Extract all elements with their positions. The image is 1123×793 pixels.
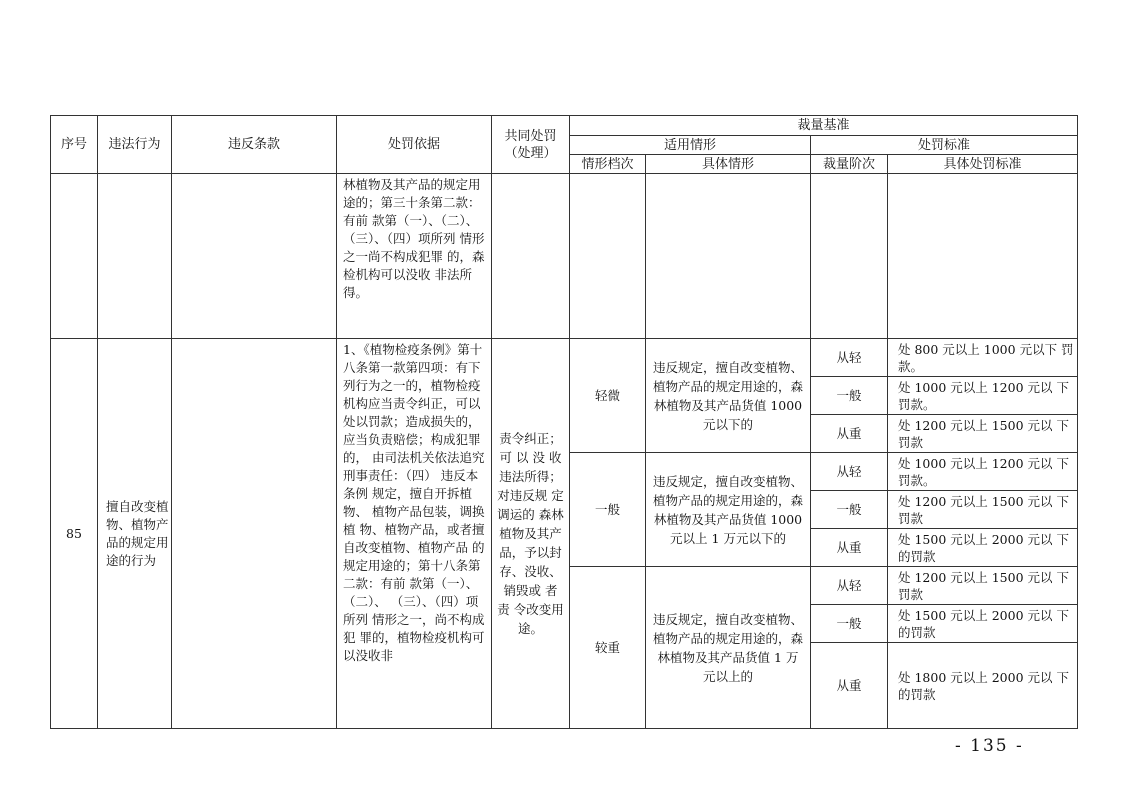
tier-label: 从重 [811,529,888,567]
penalty-detail: 处 1500 元以上 2000 元以 下 的罚款 [888,605,1078,643]
header-act: 违法行为 [98,116,172,174]
header-detail: 具体处罚标准 [888,155,1078,174]
tier-label: 一般 [811,377,888,415]
basis-text: 林植物及其产品的规定用途的；第三十条第二款：有前 款第（一）、（二）、 （三）、（四）项所列 情形之一尚不构成犯罪 的，森检机构可以没收 非法所得。 [337,174,492,339]
table-row [51,174,1078,339]
tier-label: 从轻 [811,567,888,605]
tier-label: 从重 [811,643,888,729]
penalty-detail: 处 1000 元以上 1200 元以 下 罚款。 [888,377,1078,415]
level-label: 轻微 [570,339,646,453]
tier-label: 一般 [811,491,888,529]
situation-text: 违反规定，擅自改变植物、植物产品的规定用途的，森林植物及其产品货值 1 万元以上的 [646,567,811,729]
penalty-detail: 处 1500 元以上 2000 元以 下 的罚款 [888,529,1078,567]
header-seq: 序号 [51,116,98,174]
header-joint: 共同处罚（处理） [492,116,570,174]
tier-label: 从重 [811,415,888,453]
level-label: 一般 [570,453,646,567]
header-level: 情形档次 [570,155,646,174]
situation-text: 违反规定，擅自改变植物、植物产品的规定用途的，森林植物及其产品货值 1000 元以上 1 万元以下的 [646,453,811,567]
tier-label: 从轻 [811,453,888,491]
penalty-standard-table [50,115,1078,729]
penalty-detail: 处 800 元以上 1000 元以下 罚 款。 [888,339,1078,377]
joint-penalty: 责令纠正；可 以 没 收违法所得；对违反规 定调运的 森林植物及其产品，予以封存、没收、销毁或 者 责 令改变用途。 [492,339,570,729]
tier-label: 一般 [811,605,888,643]
penalty-detail: 处 1200 元以上 1500 元以 下 罚款 [888,415,1078,453]
page-number: - 135 - [955,736,1024,756]
penalty-detail: 处 1200 元以上 1500 元以 下 罚款 [888,567,1078,605]
penalty-detail: 处 1800 元以上 2000 元以 下 的罚款 [888,643,1078,729]
header-basis: 处罚依据 [337,116,492,174]
row-seq: 85 [51,339,98,729]
penalty-detail: 处 1200 元以上 1500 元以 下 罚款 [888,491,1078,529]
header-situation: 具体情形 [646,155,811,174]
tier-label: 从轻 [811,339,888,377]
level-label: 较重 [570,567,646,729]
header-standard: 裁量基准 [570,116,1078,136]
header-penalty-std: 处罚标准 [811,136,1078,155]
table-row [51,339,1078,377]
situation-text: 违反规定，擅自改变植物、植物产品的规定用途的，森林植物及其产品货值 1000 元以下的 [646,339,811,453]
header-tier: 裁量阶次 [811,155,888,174]
penalty-detail: 处 1000 元以上 1200 元以 下 罚款。 [888,453,1078,491]
violation-act: 擅自改变植物、植物产品的规定用途的行为 [98,339,172,729]
header-clause: 违反条款 [172,116,337,174]
header-applicable: 适用情形 [570,136,811,155]
basis-text: 1、《植物检疫条例》第十八条第一款第四项：有下列行为之一的，植物检疫机构应当责令纠正，可以处以罚款；造成损失的，应当负责赔偿；构成犯罪的， 由司法机关依法追究刑事责任：（四） 违反本条例 规定，擅自开拆植物、 植物产品包装，调换植 物、植物产品，或者擅 自改变植物、植物产品 的规定用途的；第十八条第二款：有前 款第（一）、（二）、 （三）、（四）项所列 情形之一，尚不构成犯 罪的，植物检疫机构可 以没收非 [337,339,492,729]
